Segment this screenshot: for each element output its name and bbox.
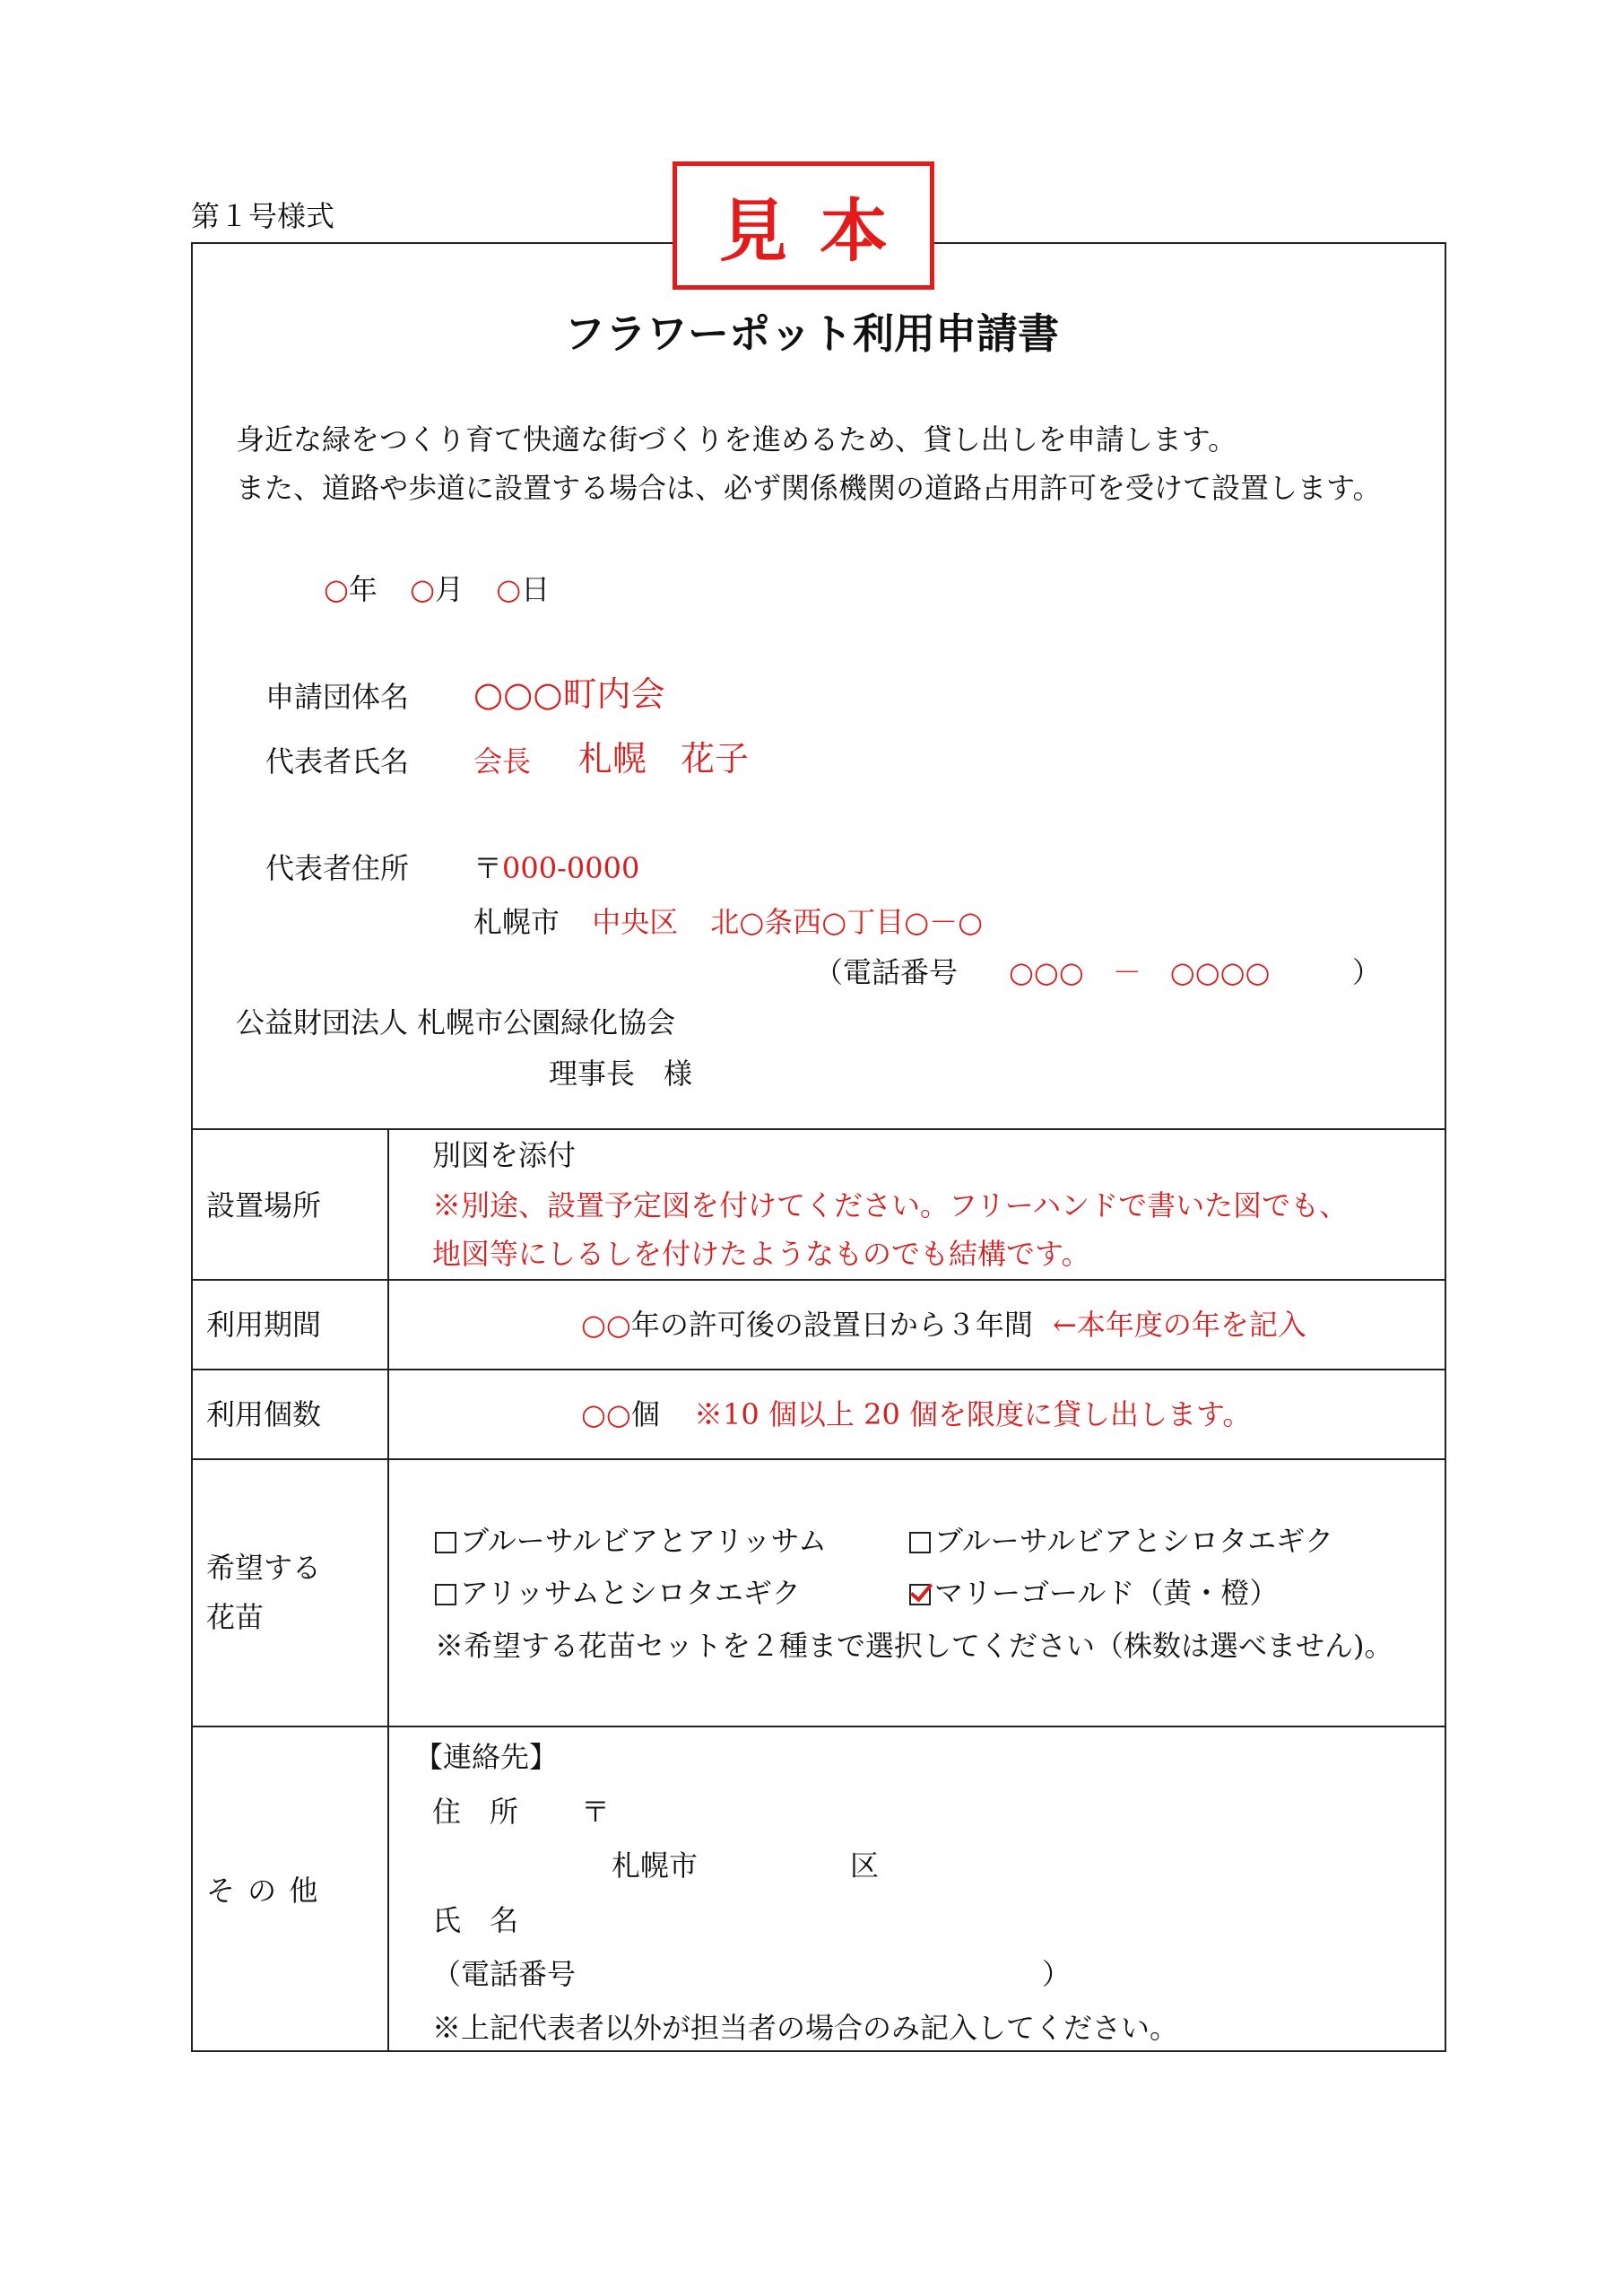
postal-line <box>473 850 639 886</box>
count-value <box>581 1396 1251 1432</box>
address-city: 札幌市 <box>473 905 560 939</box>
intro-line-2: また、道路や歩道に設置する場合は、必ず関係機関の道路占用許可を受けて設置します。 <box>236 471 1382 505</box>
date-day-mark: ○ <box>496 572 522 606</box>
postal-mark: 〒 <box>473 851 503 885</box>
address-street: 北○条西○丁目○－○ <box>710 905 984 939</box>
recipient-title: 理事長 様 <box>549 1057 693 1091</box>
flower-option-label: アリッサムとシロタエギク <box>460 1576 801 1610</box>
date-year-mark: ○ <box>324 572 349 606</box>
checkbox[interactable] <box>435 1584 456 1605</box>
location-value: 別図を添付 <box>432 1138 577 1172</box>
org-label: 申請団体名 <box>265 680 410 714</box>
form-number: 第１号様式 <box>191 199 335 233</box>
address-line <box>473 904 983 940</box>
org-value: ○○○町内会 <box>473 674 665 714</box>
date-month-label: 月 <box>435 572 464 606</box>
frame-bottom <box>191 2050 1446 2052</box>
checkbox-checked[interactable] <box>909 1584 931 1605</box>
flower-option-label: ブルーサルビアとアリッサム <box>460 1524 827 1558</box>
postal-code: 000-0000 <box>502 851 640 885</box>
phone-value: ○○○ － ○○○○ <box>1009 955 1271 989</box>
flower-option[interactable] <box>435 1523 827 1559</box>
row-divider <box>191 1279 1446 1281</box>
page-title: フラワーポット利用申請書 <box>564 309 1059 358</box>
location-note-1: ※別途、設置予定図を付けてください。フリーハンドで書いた図でも、 <box>432 1188 1349 1222</box>
stamp-text: 見本 <box>719 191 920 271</box>
rep-title: 会長 <box>473 744 532 778</box>
flower-option[interactable] <box>435 1575 801 1611</box>
contact-ward: 区 <box>850 1848 880 1883</box>
flower-option-label: ブルーサルビアとシロタエギク <box>934 1524 1334 1558</box>
location-note-2: 地図等にしるしを付けたようなものでも結構です。 <box>432 1237 1090 1271</box>
address-label: 代表者住所 <box>265 851 410 885</box>
count-label: 利用個数 <box>206 1397 322 1431</box>
date-month-mark: ○ <box>410 572 436 606</box>
other-label: そ の 他 <box>206 1874 320 1908</box>
flower-option[interactable] <box>909 1523 1333 1559</box>
row-divider <box>191 1726 1446 1727</box>
flower-option-label: マリーゴールド（黄・橙） <box>934 1576 1279 1610</box>
period-note: ←本年度の年を記入 <box>1053 1308 1306 1342</box>
contact-address-label: 住 所 <box>432 1795 519 1829</box>
checkbox[interactable] <box>435 1532 456 1553</box>
location-label: 設置場所 <box>206 1188 322 1222</box>
sample-stamp <box>673 161 934 290</box>
period-value-year: ○○ <box>581 1308 631 1342</box>
frame-left <box>191 242 193 2052</box>
count-note: ※10 個以上 20 個を限度に貸し出します。 <box>694 1397 1252 1431</box>
row-divider <box>191 1369 1446 1370</box>
period-value-text: 年の許可後の設置日から３年間 <box>630 1308 1033 1342</box>
flower-option[interactable] <box>909 1575 1278 1611</box>
column-divider <box>387 1128 389 2052</box>
contact-phone-close: ） <box>1042 1957 1072 1991</box>
address-ward: 中央区 <box>592 905 679 939</box>
flowers-label-line-1: 希望する <box>206 1551 322 1585</box>
rep-name: 札幌 花子 <box>578 739 750 778</box>
contact-name-label: 氏 名 <box>432 1903 519 1937</box>
rep-label: 代表者氏名 <box>265 744 410 778</box>
contact-postal-mark: 〒 <box>581 1795 611 1829</box>
row-divider <box>191 1458 1446 1460</box>
period-value <box>581 1307 1306 1343</box>
count-value-unit: 個 <box>630 1397 660 1431</box>
contact-note: ※上記代表者以外が担当者の場合のみ記入してください。 <box>432 2011 1179 2045</box>
contact-heading: 【連絡先】 <box>414 1740 559 1774</box>
date-line <box>324 571 550 607</box>
contact-city: 札幌市 <box>612 1848 699 1883</box>
phone-close: ） <box>1352 955 1382 989</box>
checkbox[interactable] <box>909 1532 931 1553</box>
recipient-org: 公益財団法人 札幌市公園緑化協会 <box>236 1005 676 1039</box>
count-value-number: ○○ <box>581 1397 631 1431</box>
phone-label: （電話番号 <box>814 955 959 989</box>
period-label: 利用期間 <box>206 1308 322 1342</box>
contact-phone-label: （電話番号 <box>432 1957 577 1991</box>
intro-line-1: 身近な緑をつくり育て快適な街づくりを進めるため、貸し出しを申請します。 <box>236 422 1237 457</box>
frame-right <box>1445 242 1446 2052</box>
row-divider <box>191 1128 1446 1130</box>
date-year-label: 年 <box>348 572 378 606</box>
date-day-label: 日 <box>521 572 551 606</box>
flowers-label-line-2: 花苗 <box>206 1600 265 1634</box>
flowers-note: ※希望する花苗セットを２種まで選択してください（株数は選べません)。 <box>435 1629 1393 1663</box>
